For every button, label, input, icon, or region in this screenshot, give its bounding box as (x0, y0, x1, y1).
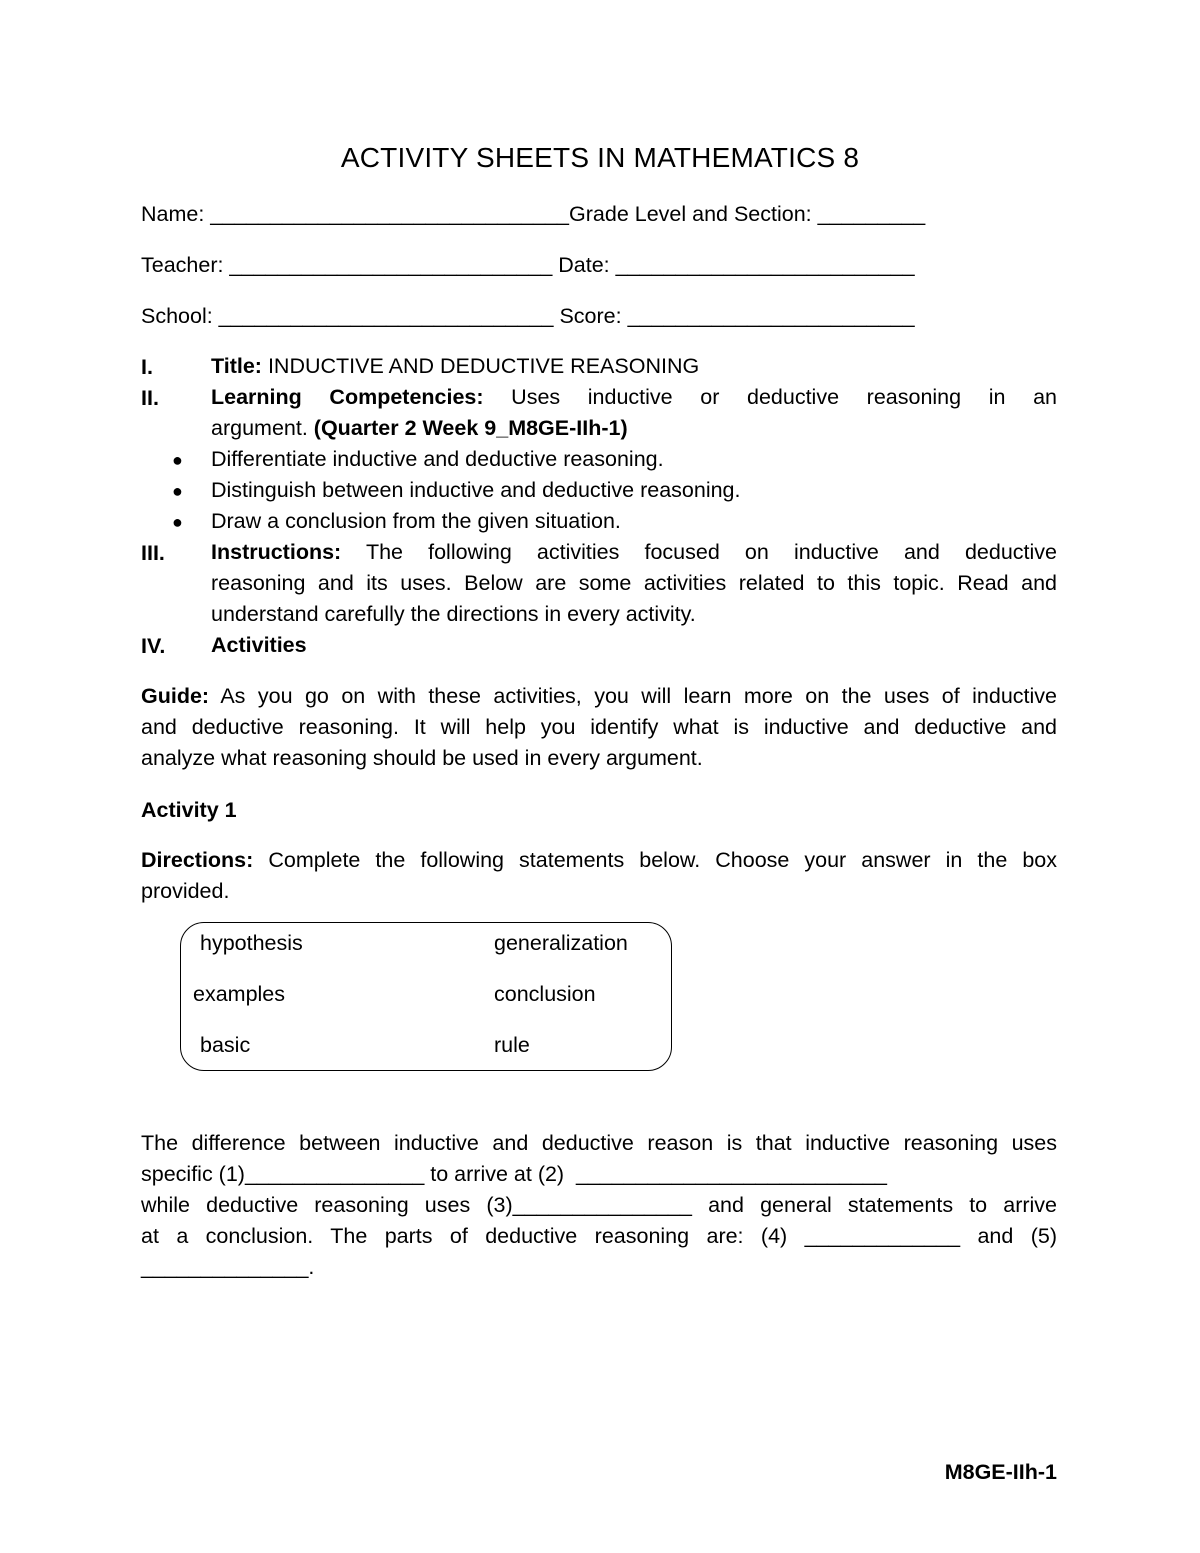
word-choice-rule: rule (494, 1033, 530, 1057)
section-3-line2: reasoning and its uses. Below are some activities related to this topic. Read and (211, 571, 1057, 595)
bullet-item: Draw a conclusion from the given situation. (211, 509, 621, 533)
section-1-title (211, 351, 1057, 382)
word-choice-basic: basic (200, 1033, 251, 1057)
activity-1-heading: Activity 1 (141, 798, 237, 822)
bullet-icon: ● (172, 481, 183, 501)
teacher-date-field-row: Teacher: ___________________________ Date: _________________________ (141, 253, 915, 277)
guide-label: Guide: (141, 684, 210, 708)
name-grade-field-row: Name: ______________________________Grade Level and Section: _________ (141, 202, 926, 226)
fill-in-statement (141, 1128, 1057, 1283)
guide-text-line1: As you go on with these activities, you will learn more on the uses of inductive (220, 684, 1057, 708)
section-1-text: INDUCTIVE AND DEDUCTIVE REASONING (267, 354, 700, 378)
guide-paragraph (141, 681, 1057, 774)
bullet-item: Distinguish between inductive and deductive reasoning. (211, 478, 741, 502)
word-choice-examples: examples (193, 982, 286, 1006)
directions-paragraph (141, 845, 1057, 907)
section-4-label: Activities (211, 633, 307, 657)
directions-label: Directions: (141, 848, 254, 872)
guide-line3: analyze what reasoning should be used in every argument. (141, 746, 703, 770)
statement-line2: specific (1)_______________ to arrive at (2) __________________________ (141, 1162, 887, 1186)
section-2-competencies (211, 382, 1057, 444)
guide-line2: and deductive reasoning. It will help you identify what is inductive and deductive and (141, 715, 1057, 739)
section-2-text-line1: Uses inductive or deductive reasoning in an (511, 385, 1057, 409)
section-2-number: II. (141, 386, 159, 410)
page-title: ACTIVITY SHEETS IN MATHEMATICS 8 (340, 142, 860, 173)
guide-line1 (141, 681, 1057, 712)
directions-line2: provided. (141, 879, 230, 903)
section-2-line1 (211, 382, 1057, 413)
section-2-text-line2: argument. (211, 416, 308, 440)
section-3-label: Instructions: (211, 540, 342, 564)
directions-line1 (141, 845, 1057, 876)
statement-line4: at a conclusion. The parts of deductive reasoning are: (4) _____________ and (5) (141, 1224, 1057, 1248)
section-4-number: IV. (141, 634, 166, 658)
bullet-item: Differentiate inductive and deductive reasoning. (211, 447, 664, 471)
footer-competency-code: M8GE-IIh-1 (944, 1460, 1057, 1484)
section-3-text-line1: The following activities focused on inductive and deductive (365, 540, 1057, 564)
section-3-line3: understand carefully the directions in every activity. (211, 602, 696, 626)
statement-line5: ______________. (141, 1255, 315, 1279)
word-choice-generalization: generalization (494, 931, 628, 955)
section-1-number: I. (141, 355, 153, 379)
directions-text-line1: Complete the following statements below. Choose your answer in the box (268, 848, 1057, 872)
statement-line3: while deductive reasoning uses (3)_______________ and general statements to arrive (141, 1193, 1057, 1217)
section-2-line2 (211, 413, 1057, 444)
bullet-icon: ● (172, 450, 183, 470)
section-3-instructions (211, 537, 1057, 630)
section-3-number: III. (141, 541, 165, 565)
section-2-label: Learning Competencies: (211, 385, 484, 409)
school-score-field-row: School: ____________________________ Score: ________________________ (141, 304, 915, 328)
statement-line1: The difference between inductive and deductive reason is that inductive reasoning uses (141, 1131, 1057, 1155)
section-3-line1 (211, 537, 1057, 568)
word-choice-conclusion: conclusion (494, 982, 596, 1006)
section-2-code: (Quarter 2 Week 9_M8GE-IIh-1) (313, 416, 628, 440)
section-1-label: Title: (211, 354, 262, 378)
word-choice-hypothesis: hypothesis (200, 931, 303, 955)
bullet-icon: ● (172, 512, 183, 532)
